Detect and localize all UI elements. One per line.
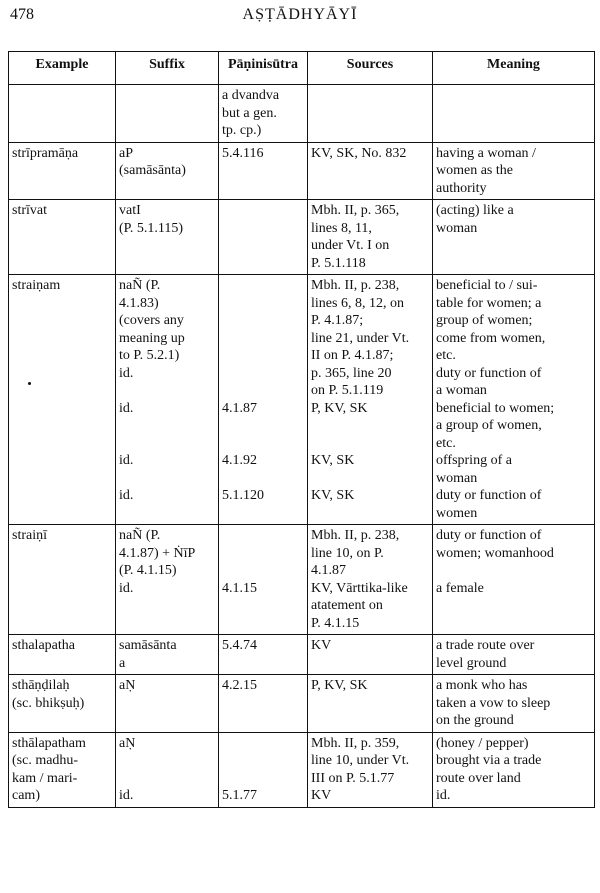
- cell-sutra: 4.1.15: [219, 525, 308, 635]
- cell-meaning: (honey / pepper) brought via a trade route over land id.: [433, 732, 595, 807]
- cell-sources: Mbh. II, p. 359, line 10, under Vt. III on P. 5.1.77 KV: [308, 732, 433, 807]
- table-row: [9, 200, 595, 275]
- cell-meaning: having a woman / women as the authority: [433, 142, 595, 200]
- cell-suffix: samāsānta a: [116, 635, 219, 675]
- cell-sutra: 4.2.15: [219, 675, 308, 733]
- table-row: [9, 635, 595, 675]
- cell-example: strīpramāṇa: [9, 142, 116, 200]
- cell-example: [9, 85, 116, 143]
- column-header-meaning: Meaning: [433, 52, 595, 85]
- cell-example: strīvat: [9, 200, 116, 275]
- table-row: [9, 525, 595, 635]
- cell-meaning: [433, 85, 595, 143]
- column-header-example: Example: [9, 52, 116, 85]
- cell-sutra: [219, 200, 308, 275]
- table-row: [9, 85, 595, 143]
- cell-sources: Mbh. II, p. 365, lines 8, 11, under Vt. I on P. 5.1.118: [308, 200, 433, 275]
- table-row: [9, 732, 595, 807]
- cell-example: straiṇī: [9, 525, 116, 635]
- column-header-sutra: Pāṇinisūtra: [219, 52, 308, 85]
- cell-suffix: naÑ (P. 4.1.87) + ṄīP (P. 4.1.15) id.: [116, 525, 219, 635]
- cell-suffix: aṆ id.: [116, 732, 219, 807]
- cell-sutra: a dvandva but a gen. tp. cp.): [219, 85, 308, 143]
- cell-sources: Mbh. II, p. 238, lines 6, 8, 12, on P. 4.1.87; line 21, under Vt. II on P. 4.1.87; p. 365, line 20 on P. 5.1.119 P, KV, SK KV, SK KV, SK: [308, 275, 433, 525]
- print-speck: [28, 382, 31, 385]
- cell-suffix: aP (samāsānta): [116, 142, 219, 200]
- cell-sutra: 4.1.87 4.1.92 5.1.120: [219, 275, 308, 525]
- cell-sutra: 5.4.74: [219, 635, 308, 675]
- running-title: AṢṬĀDHYĀYĪ: [242, 6, 358, 23]
- cell-example: sthāṇḍilaḥ (sc. bhikṣuḥ): [9, 675, 116, 733]
- cell-suffix: [116, 85, 219, 143]
- cell-meaning: a trade route over level ground: [433, 635, 595, 675]
- page-number: 478: [10, 6, 34, 23]
- table-row: [9, 275, 595, 525]
- table-row: [9, 142, 595, 200]
- cell-sources: P, KV, SK: [308, 675, 433, 733]
- cell-meaning: duty or function of women; womanhood a female: [433, 525, 595, 635]
- cell-sources: KV: [308, 635, 433, 675]
- cell-sources: [308, 85, 433, 143]
- cell-example: straiṇam: [9, 275, 116, 525]
- cell-suffix: aṆ: [116, 675, 219, 733]
- cell-sources: KV, SK, No. 832: [308, 142, 433, 200]
- cell-suffix: vatI (P. 5.1.115): [116, 200, 219, 275]
- cell-meaning: (acting) like a woman: [433, 200, 595, 275]
- suffix-table: [8, 51, 595, 808]
- column-header-suffix: Suffix: [116, 52, 219, 85]
- cell-meaning: a monk who has taken a vow to sleep on the ground: [433, 675, 595, 733]
- table-row: [9, 675, 595, 733]
- cell-example: sthalapatha: [9, 635, 116, 675]
- cell-sources: Mbh. II, p. 238, line 10, on P. 4.1.87 KV, Vārttika-like atatement on P. 4.1.15: [308, 525, 433, 635]
- table-header-row: [9, 52, 595, 85]
- column-header-sources: Sources: [308, 52, 433, 85]
- cell-meaning: beneficial to / sui- table for women; a group of women; come from women, etc. duty or function of a woman beneficial to women; a group of women, etc. offspring of a woman duty or function of women: [433, 275, 595, 525]
- cell-sutra: 5.1.77: [219, 732, 308, 807]
- cell-example: sthālapatham (sc. madhu- kam / mari- cam): [9, 732, 116, 807]
- cell-suffix: naÑ (P. 4.1.83) (covers any meaning up to P. 5.2.1) id. id. id. id.: [116, 275, 219, 525]
- cell-sutra: 5.4.116: [219, 142, 308, 200]
